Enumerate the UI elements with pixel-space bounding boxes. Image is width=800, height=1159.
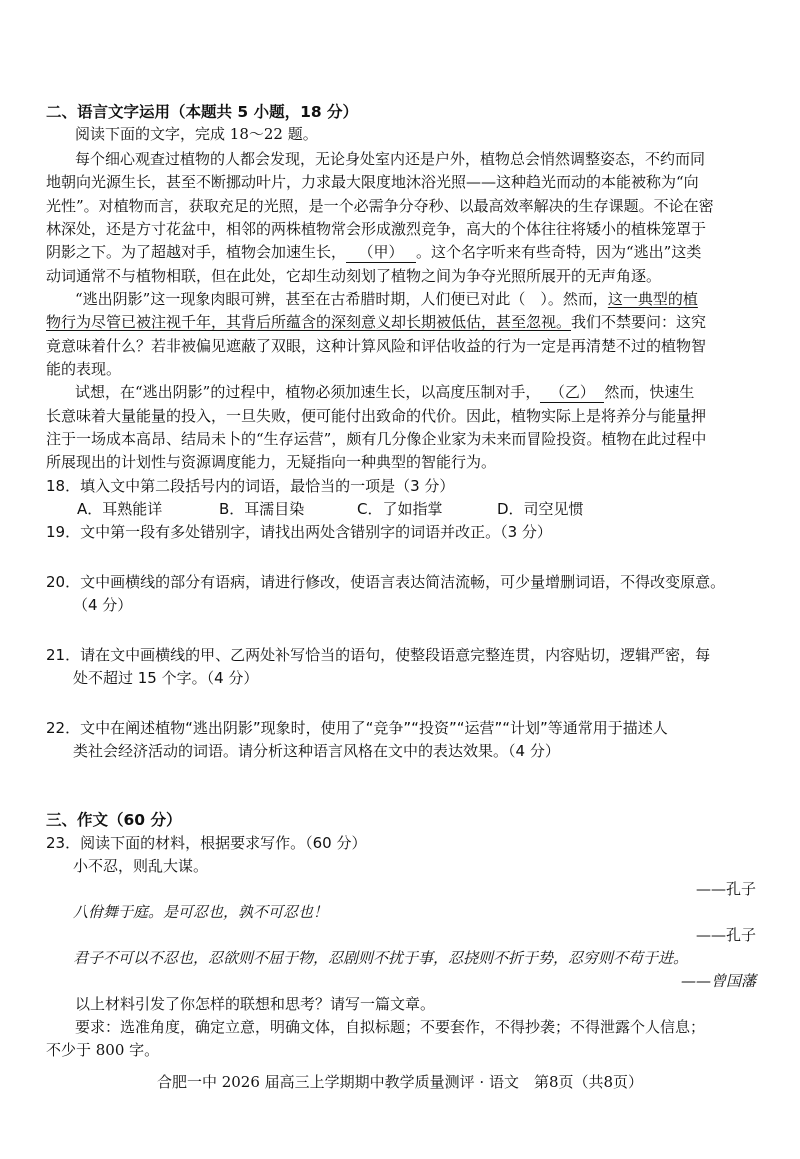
question-18: 18．填入文中第二段括号内的词语，最恰当的一项是（3 分）: [46, 477, 455, 495]
question-21-cont: 处不超过 15 个字。（4 分）: [73, 669, 259, 687]
passage-p3-line: 所展现出的计划性与资源调度能力，无疑指向一种典型的智能行为。: [46, 453, 497, 471]
passage-p2-line: [46, 312, 706, 332]
material-quote-2: 八佾舞于庭。是可忍也，孰不可忍也！: [73, 903, 329, 921]
blank-yi: （乙）: [540, 382, 604, 403]
passage-p1-line: 地朝向光源生长，甚至不断挪动叶片，力求最大限度地沐浴光照——这种趋光而动的本能被称为“向: [46, 173, 699, 191]
writing-requirements-cont: 不少于 800 字。: [46, 1041, 160, 1059]
passage-p2-text: “逃出阴影”这一现象肉眼可辨，甚至在古希腊时期，人们便已对此（ ）。然而，: [75, 290, 608, 308]
question-21: 21．请在文中画横线的甲、乙两处补写恰当的语句，使整段语意完整连贯，内容贴切，逻辑严密，每: [46, 646, 711, 664]
material-attribution-1: ——孔子: [695, 880, 756, 898]
reading-instruction: 阅读下面的文字，完成 18～22 题。: [75, 125, 318, 143]
passage-p1-line: 动词通常不与植物相联，但在此处，它却生动刻划了植物之间为争夺光照所展开的无声角逐。: [46, 267, 662, 285]
q18-option-d: D．司空见惯: [497, 500, 584, 518]
passage-p1-line: 每个细心观查过植物的人都会发现，无论身处室内还是户外，植物总会悄然调整姿态，不约而同: [75, 150, 706, 168]
material-attribution-2: ——孔子: [695, 926, 756, 944]
question-19: 19．文中第一段有多处错别字，请找出两处含错别字的词语并改正。（3 分）: [46, 523, 552, 541]
passage-p1-line: 林深处，还是方寸花盆中，相邻的两株植物常会形成激烈竞争，高大的个体往往将矮小的植株笼罩于: [46, 220, 707, 238]
passage-p3-text: 试想，在“逃出阴影”的过程中，植物必须加速生长，以高度压制对手，: [75, 383, 541, 401]
underlined-sentence: 物行为尽管已被注视千年，其背后所蕴含的深刻意义却长期被低估，甚至忽视。: [46, 313, 572, 331]
section-heading-language-use: 二、语言文字运用（本题共 5 小题，18 分）: [46, 103, 359, 121]
writing-prompt: 以上材料引发了你怎样的联想和思考？请写一篇文章。: [75, 995, 436, 1013]
q18-option-c: C．了如指掌: [357, 500, 443, 518]
passage-p3-text: 然而，快速生: [604, 383, 695, 401]
passage-p3-line: 注于一场成本高昂、结局未卜的“生存运营”，颇有几分像企业家为未来而冒险投资。植物在此过程中: [46, 430, 707, 448]
material-attribution-3: ——曾国藩: [680, 972, 756, 990]
blank-jia: （甲）: [346, 242, 416, 263]
passage-p1-text: 阴影之下。为了超越对手，植物会加速生长，: [46, 243, 347, 261]
underlined-sentence: 这一典型的植: [607, 290, 698, 308]
passage-p1-text: 。这个名字听来有些奇特，因为“逃出”这类: [416, 243, 702, 261]
question-22: 22．文中在阐述植物“逃出阴影”现象时，使用了“竞争”“投资”“运营”“计划”等通常用于描述人: [46, 719, 668, 737]
passage-p3-line: 长意味着大量能量的投入，一旦失败，便可能付出致命的代价。因此，植物实际上是将养分与能量押: [46, 407, 707, 425]
passage-p1-line: [46, 242, 701, 263]
section-heading-composition: 三、作文（60 分）: [46, 811, 182, 829]
material-quote-3: 君子不可以不忍也，忍欲则不屈于物，忍剧则不扰于事，忍挠则不折于势，忍穷则不苟于进。: [73, 949, 689, 967]
writing-requirements: 要求：选准角度，确定立意，明确文体，自拟标题；不要套作，不得抄袭；不得泄露个人信息；: [75, 1018, 706, 1036]
page-footer: 合肥一中 2026 届高三上学期期中教学质量测评 · 语文 第8页（共8页）: [156, 1073, 644, 1091]
passage-p2-line: [75, 289, 698, 309]
question-20-points: （4 分）: [73, 596, 133, 614]
q18-option-a: A．耳熟能详: [77, 500, 163, 518]
passage-p1-line: 光性”。对植物而言，获取充足的光照，是一个必需争分夺秒、以最高效率解决的生存课题。不论在密: [46, 197, 714, 215]
question-23: 23．阅读下面的材料，根据要求写作。（60 分）: [46, 834, 367, 852]
question-20: 20．文中画横线的部分有语病，请进行修改，使语言表达简洁流畅，可少量增删词语，不得改变原意。: [46, 573, 726, 591]
passage-p2-text: 我们不禁要问：这究: [571, 313, 707, 331]
passage-p2-line: 能的表现。: [46, 360, 122, 378]
passage-p3-line: [75, 382, 694, 403]
q18-option-b: B．耳濡目染: [219, 500, 305, 518]
passage-p2-line: 竟意味着什么？若非被偏见遮蔽了双眼，这种计算风险和评估收益的行为一定是再清楚不过的植物智: [46, 337, 707, 355]
material-quote-1: 小不忍，则乱大谋。: [73, 857, 209, 875]
question-22-cont: 类社会经济活动的词语。请分析这种语言风格在文中的表达效果。（4 分）: [73, 742, 560, 760]
